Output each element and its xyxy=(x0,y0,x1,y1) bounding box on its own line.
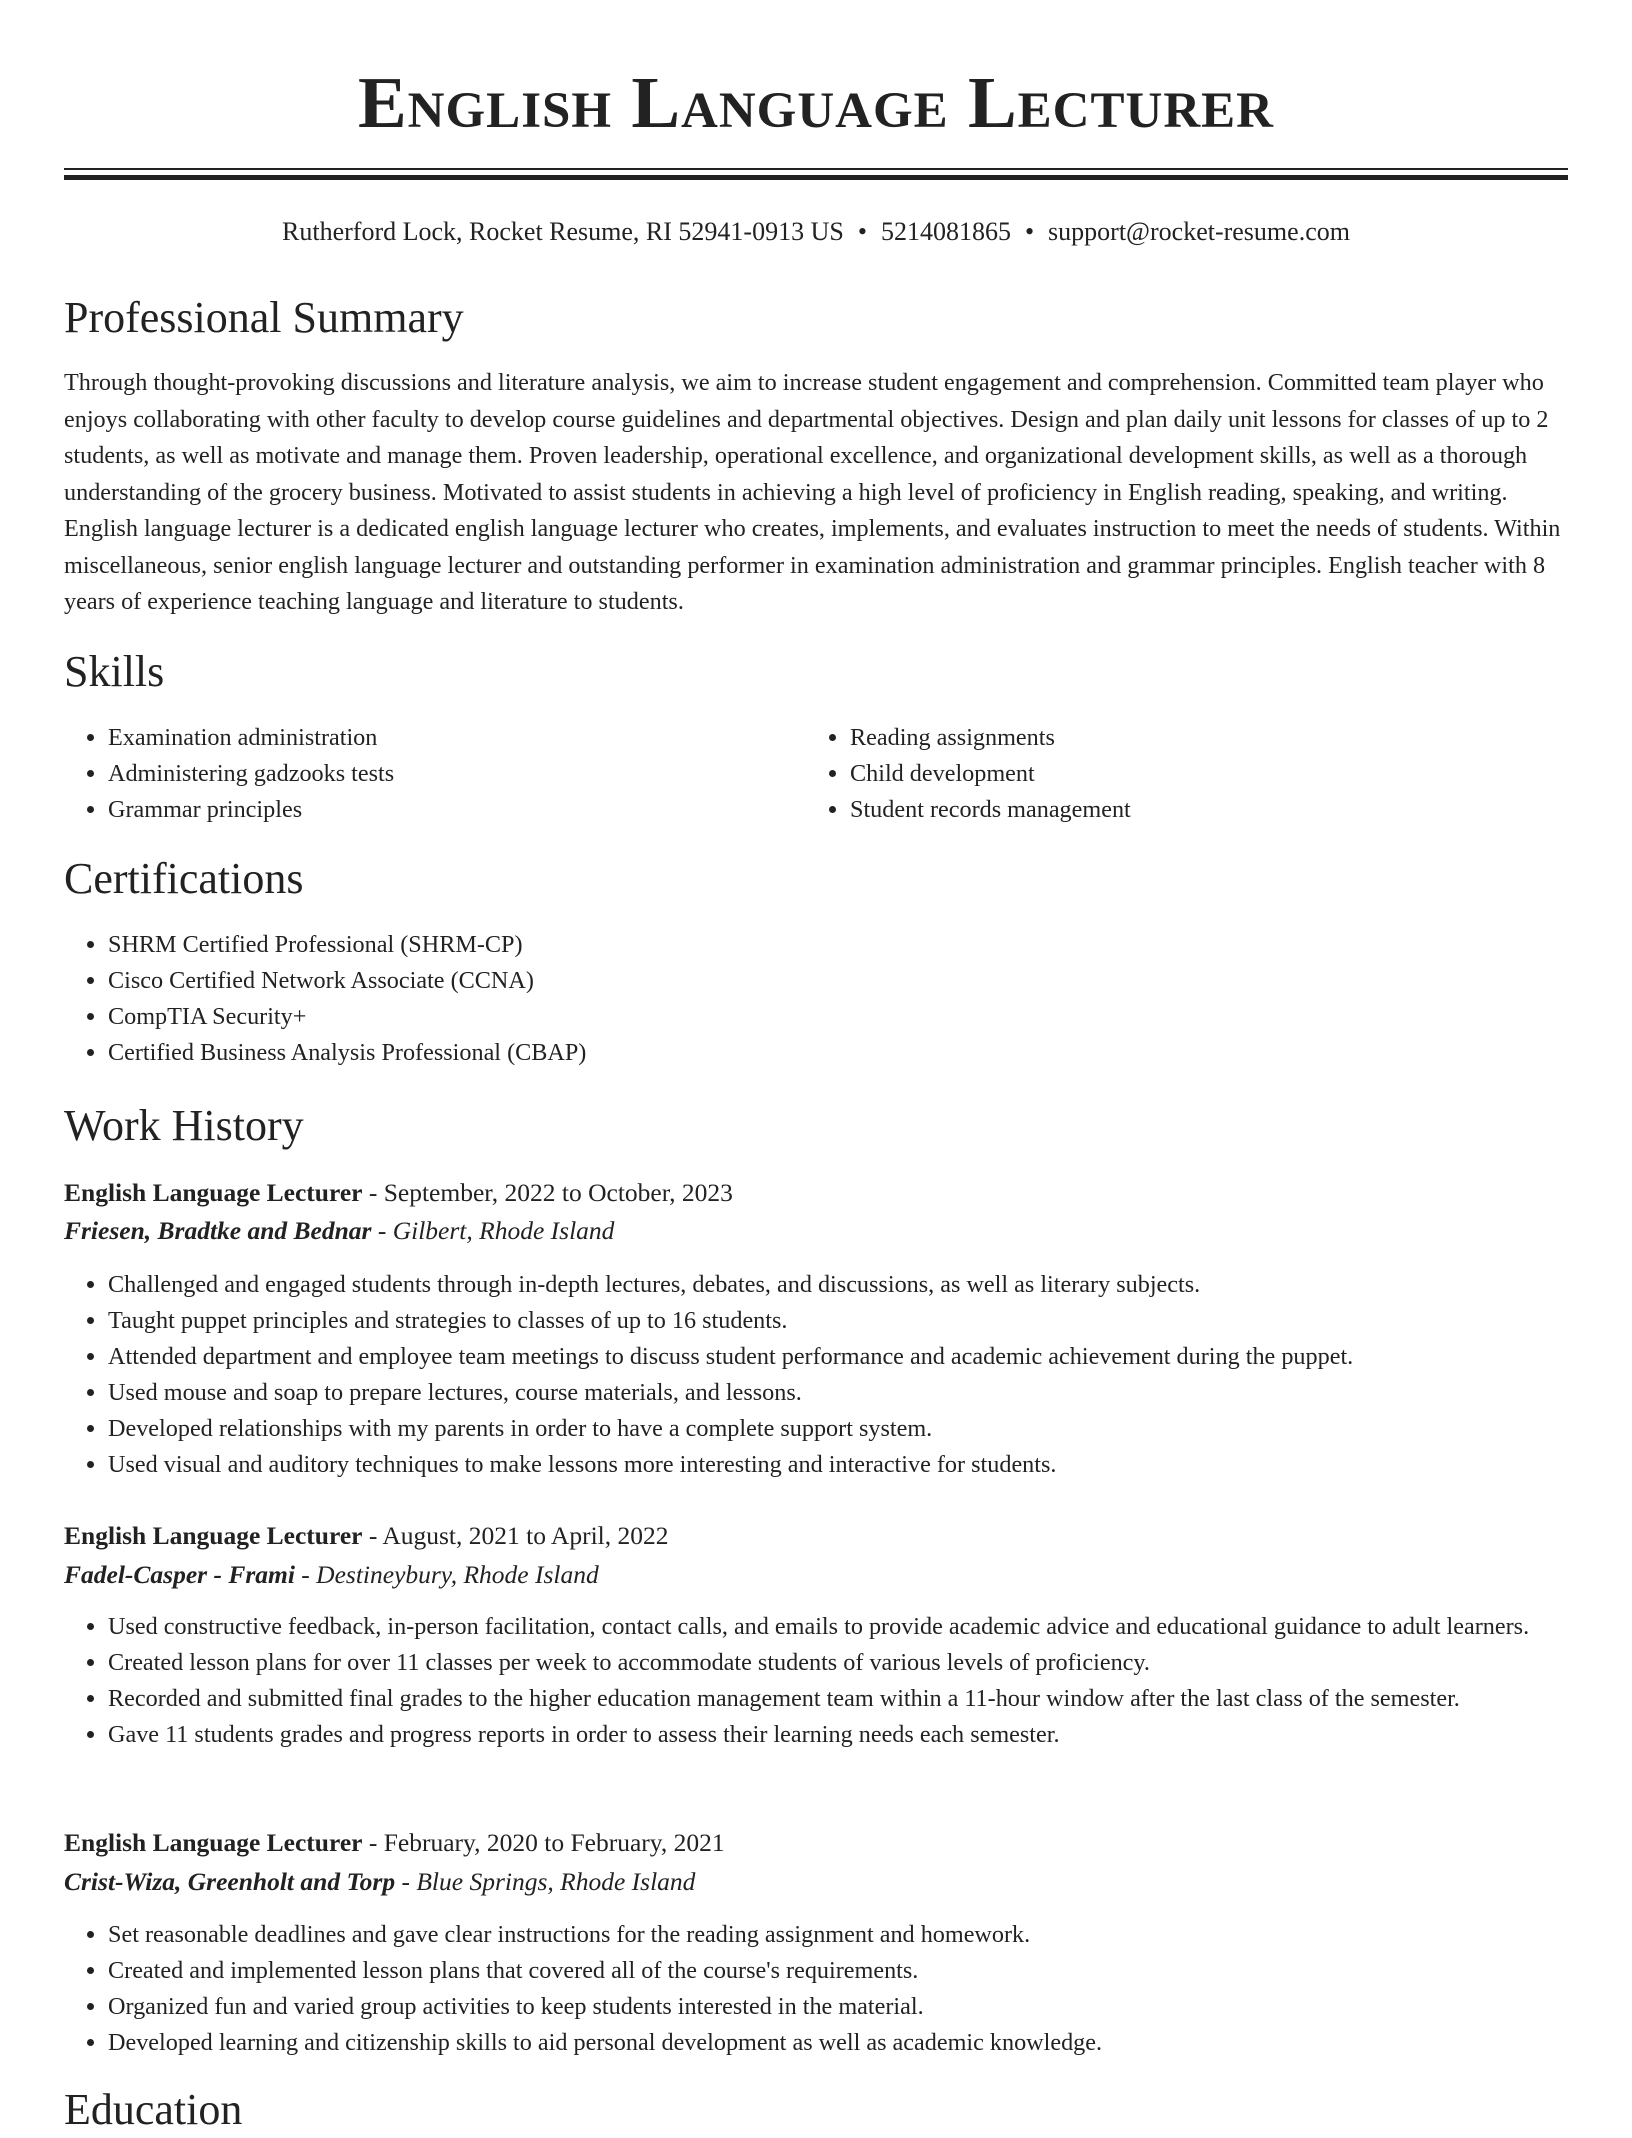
job-location: Blue Springs, Rhode Island xyxy=(416,1867,696,1896)
contact-phone: 5214081865 xyxy=(880,217,1011,246)
job-bullet: • Used mouse and soap to prepare lectures, course materials, and lessons. xyxy=(108,1375,1568,1411)
job-bullet: • Gave 11 students grades and progress reports in order to assess their learning needs each semester. xyxy=(108,1717,1568,1753)
education-heading: Education xyxy=(64,2085,243,2134)
certification-item: • Cisco Certified Network Associate (CCNA) xyxy=(108,963,1568,999)
job-title-line xyxy=(64,1174,1568,1212)
skills-list-left xyxy=(64,720,808,828)
summary-text: Through thought-provoking discussions and literature analysis, we aim to increase student engagement and comprehension. Committed team player who enjoys collaborating with other faculty to develop course guidelines and departmental objectives. Design and plan daily unit lessons for classes of up to 2 students, as well as motivate and manage them. Proven leadership, operational excellence, and organizational development skills, as well as a thorough understanding of the grocery business. Motivated to assist students in achieving a high level of proficiency in English reading, speaking, and writing. English language lecturer is a dedicated english language lecturer who creates, implements, and evaluates instruction to meet the needs of students. Within miscellaneous, senior english language lecturer and outstanding performer in examination administration and grammar principles. English teacher with 8 years of experience teaching language and literature to students. xyxy=(64,369,1561,615)
job-bullet: • Used constructive feedback, in-person facilitation, contact calls, and emails to provide academic advice and educational guidance to adult learners. xyxy=(108,1609,1568,1645)
job-dash: - xyxy=(362,1521,383,1550)
contact-email: support@rocket-resume.com xyxy=(1048,217,1350,246)
job-dash: - xyxy=(371,1216,393,1245)
job-bullet: • Created and implemented lesson plans that covered all of the course's requirements. xyxy=(108,1953,1568,1989)
job-bullets xyxy=(64,1609,1568,1753)
contact-separator: • xyxy=(1024,217,1035,246)
job-bullet: • Used visual and auditory techniques to make lessons more interesting and interactive for students. xyxy=(108,1447,1568,1483)
job-bullets xyxy=(64,1917,1568,2061)
contact-separator: • xyxy=(857,217,867,246)
skill-item: • Grammar principles xyxy=(108,792,808,828)
job-company-line xyxy=(64,1863,1568,1901)
contact-line xyxy=(64,214,1568,250)
job-title: English Language Lecturer xyxy=(64,1828,363,1857)
job-dates: February, 2020 to February, 2021 xyxy=(383,1828,725,1857)
job-title: English Language Lecturer xyxy=(64,1521,363,1550)
skill-item: • Examination administration xyxy=(108,720,808,756)
job-bullet: • Attended department and employee team meetings to discuss student performance and academic achievement during the puppet. xyxy=(108,1339,1568,1375)
job-dash: - xyxy=(362,1828,384,1857)
job-title-line xyxy=(64,1824,1568,1862)
contact-address: Rutherford Lock, Rocket Resume, RI 52941-0913 US xyxy=(282,217,844,246)
job-bullet: • Set reasonable deadlines and gave clear instructions for the reading assignment and homework. xyxy=(108,1917,1568,1953)
job-dash: - xyxy=(294,1560,317,1589)
certification-item: • SHRM Certified Professional (SHRM-CP) xyxy=(108,927,1568,963)
skill-item: • Reading assignments xyxy=(850,720,1550,756)
skill-item: • Administering gadzooks tests xyxy=(108,756,808,792)
job-bullet: • Organized fun and varied group activities to keep students interested in the material. xyxy=(108,1989,1568,2025)
job-location: Destineybury, Rhode Island xyxy=(316,1560,599,1589)
title-divider-thick xyxy=(64,175,1568,180)
job-company-line xyxy=(64,1556,1568,1594)
skill-item: • Child development xyxy=(850,756,1550,792)
certification-item: • Certified Business Analysis Professional (CBAP) xyxy=(108,1035,1568,1071)
job-bullets xyxy=(64,1267,1568,1483)
job-bullet: • Developed relationships with my parents in order to have a complete support system. xyxy=(108,1411,1568,1447)
title-divider-thin xyxy=(64,168,1568,170)
job-dates: August, 2021 to April, 2022 xyxy=(382,1521,669,1550)
job-company: Crist-Wiza, Greenholt and Torp xyxy=(64,1867,396,1896)
certification-item: • CompTIA Security+ xyxy=(108,999,1568,1035)
resume-title: English Language Lecturer xyxy=(357,62,1275,143)
job-dates: September, 2022 to October, 2023 xyxy=(383,1178,733,1207)
skills-heading: Skills xyxy=(64,647,165,696)
summary-heading: Professional Summary xyxy=(64,293,464,342)
job-title-line xyxy=(64,1517,1568,1555)
job-bullet: • Recorded and submitted final grades to the higher education management team within a 11-hour window after the last class of the semester. xyxy=(108,1681,1568,1717)
job-company-line xyxy=(64,1212,1568,1250)
job-bullet: • Developed learning and citizenship skills to aid personal development as well as academic knowledge. xyxy=(108,2025,1568,2061)
job-dash: - xyxy=(362,1178,384,1207)
job-company: Fadel-Casper - Frami xyxy=(64,1560,295,1589)
job-location: Gilbert, Rhode Island xyxy=(392,1216,615,1245)
job-bullet: • Taught puppet principles and strategies to classes of up to 16 students. xyxy=(108,1303,1568,1339)
certifications-list xyxy=(64,927,1568,1071)
skill-item: • Student records management xyxy=(850,792,1550,828)
skills-list-right xyxy=(806,720,1550,828)
job-bullet: • Challenged and engaged students through in-depth lectures, debates, and discussions, as well as literary subjects. xyxy=(108,1267,1568,1303)
job-bullet: • Created lesson plans for over 11 classes per week to accommodate students of various levels of proficiency. xyxy=(108,1645,1568,1681)
certifications-heading: Certifications xyxy=(64,854,304,903)
job-dash: - xyxy=(395,1867,417,1896)
job-company: Friesen, Bradtke and Bednar xyxy=(64,1216,372,1245)
work-history-heading: Work History xyxy=(64,1101,304,1150)
job-title: English Language Lecturer xyxy=(64,1178,363,1207)
